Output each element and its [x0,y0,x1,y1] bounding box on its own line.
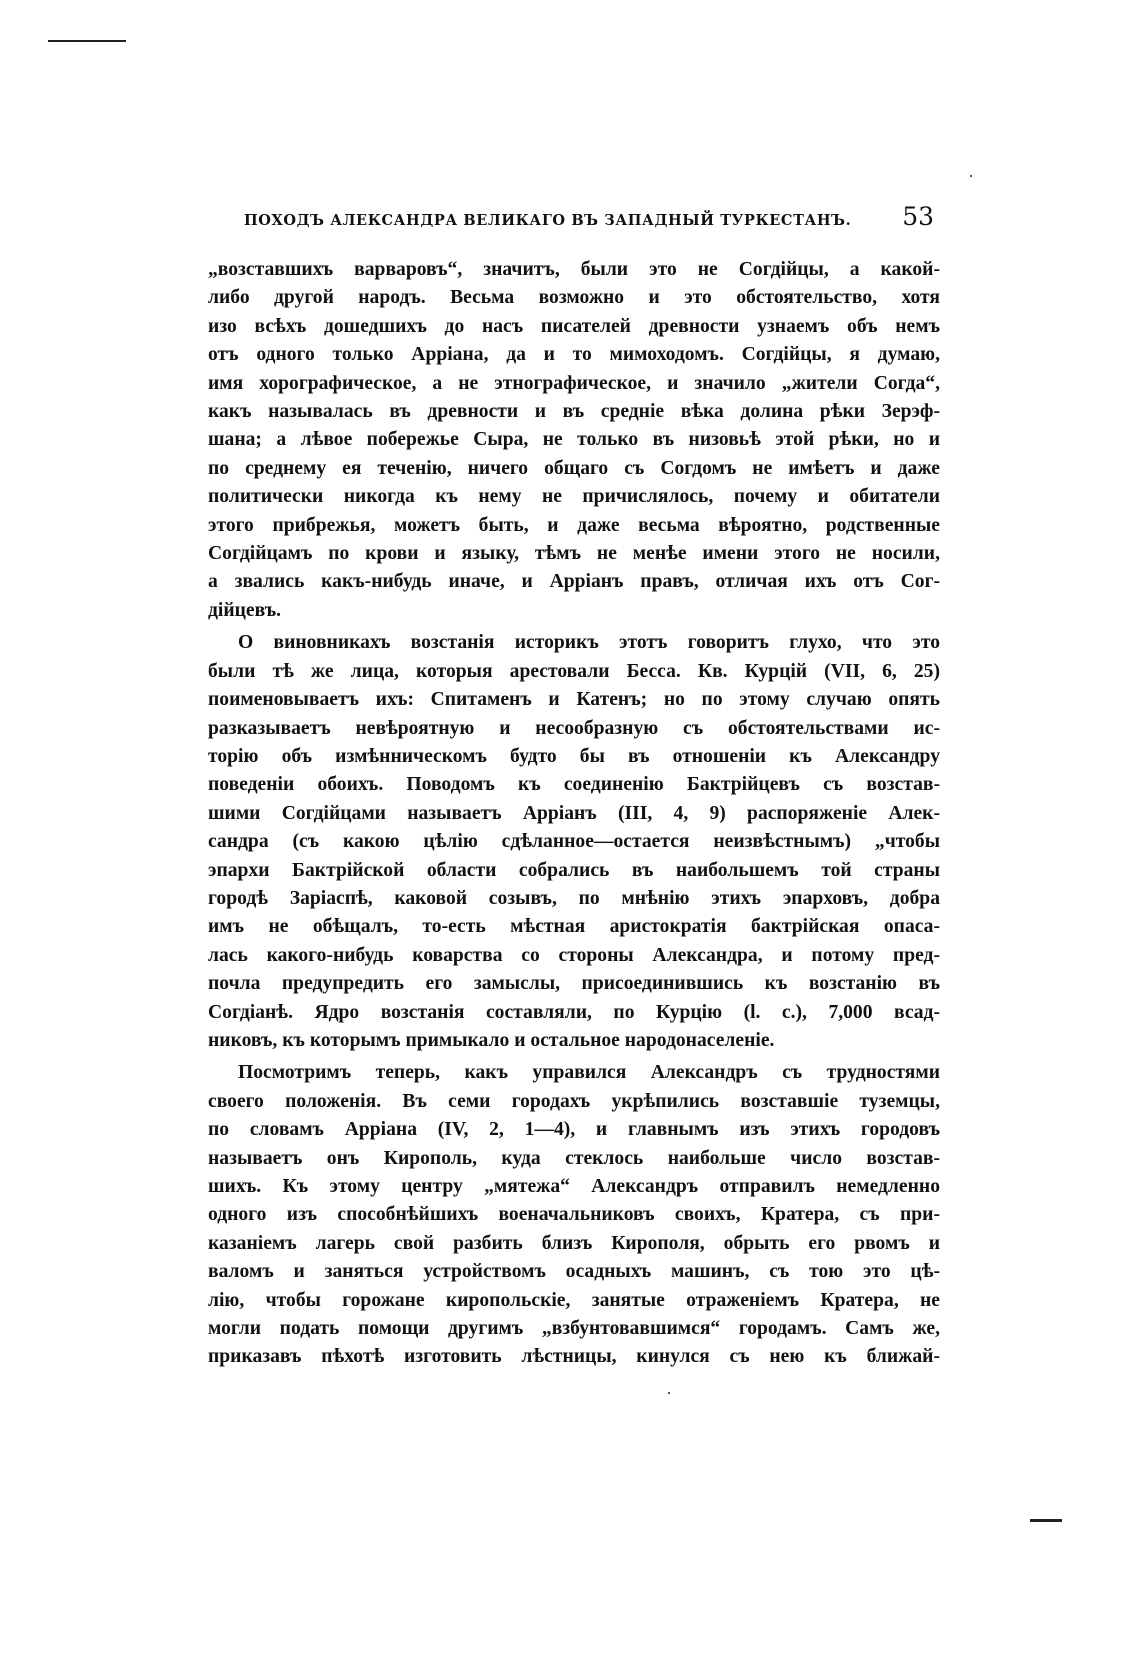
text-line: Согдіанѣ. Ядро возстанія составляли, по Курцію (l. c.), 7,000 всад- [208,1001,940,1023]
text-line: сандра (съ какою цѣлію сдѣланное—остается неизвѣстнымъ) „чтобы [208,831,940,853]
text-line: этого прибрежья, можетъ быть, и даже весьма вѣроятно, родственные [208,514,940,536]
text-line: политически никогда къ нему не причислялось, почему и обитатели [208,486,940,508]
text-line: казаніемъ лагерь свой разбить близъ Кирополя, обрыть его рвомъ и [208,1232,940,1254]
text-line: а звались какъ-нибудь иначе, и Арріанъ правъ, отличая ихъ отъ Сог- [208,571,940,593]
paragraph-2 [208,629,940,1055]
text-line: по среднему ея теченію, ничего общаго съ Согдомъ не имѣетъ и даже [208,457,940,479]
text-line: валомъ и заняться устройствомъ осадныхъ машинъ, съ тою это цѣ- [208,1261,940,1283]
paragraph-1 [208,256,940,625]
text-line: О виновникахъ возстанія историкъ этотъ говоритъ глухо, что это [238,632,940,654]
text-line: шихъ. Къ этому центру „мятежа“ Александръ отправилъ немедленно [208,1176,940,1197]
scan-speck [668,1392,670,1394]
text-line: могли подать помощи другимъ „взбунтовавшимся“ городамъ. Самъ же, [208,1318,940,1340]
text-line: Посмотримъ теперь, какъ управился Александръ съ трудностями [238,1062,940,1084]
text-line: имя хорографическое, а не этнографическое, и значило „жители Согда“, [208,372,940,394]
text-line: разказываетъ невѣроятную и несообразную съ обстоятельствами ис- [208,717,940,739]
running-title: ПОХОДЪ АЛЕКСАНДРА ВЕЛИКАГО ВЪ ЗАПАДНЫЙ ТУРКЕСТАНЪ. [244,212,852,229]
body-text [208,256,940,1372]
scan-edge-mark-bottom [1030,1519,1062,1522]
text-line: были тѣ же лица, которыя арестовали Бесса. Кв. Курцій (VII, 6, 25) [208,660,940,682]
text-line: шана; а лѣвое побережье Сыра, не только въ низовьѣ этой рѣки, но и [208,429,940,451]
text-line: поведеніи обоихъ. Поводомъ къ соединенію Бактрійцевъ съ возстав- [208,774,940,796]
text-line: торію объ измѣнническомъ будто бы въ отношеніи къ Александру [208,745,940,767]
text-line: городѣ Заріаспѣ, каковой созывъ, по мнѣнію этихъ эпарховъ, добра [208,887,940,909]
scan-speck [970,175,972,177]
paragraph-3 [208,1059,940,1371]
text-line: никовъ, къ которымъ примыкало и остальное народонаселеніе. [208,1029,775,1051]
text-line: какъ называлась въ древности и въ средніе вѣка долина рѣки Зерэф- [208,401,940,423]
text-line: приказавъ пѣхотѣ изготовить лѣстницы, кинулся съ нею къ ближай- [208,1346,940,1368]
text-line: „возставшихъ варваровъ“, значитъ, были это не Согдійцы, а какой- [208,259,940,280]
text-line: отъ одного только Арріана, да и то мимоходомъ. Согдійцы, я думаю, [208,344,940,366]
page-header [208,198,940,238]
text-line: называетъ онъ Кирополь, куда стеклось наибольше число возстав- [208,1147,940,1169]
text-line: эпархи Бактрійской области собрались въ наибольшемъ той страны [208,859,940,881]
text-line: лась какого-нибудь коварства со стороны Александра, и потому пред- [208,944,940,966]
text-line: своего положенія. Въ семи городахъ укрѣпились возставшіе туземцы, [208,1090,940,1112]
page-number: 53 [902,202,934,231]
text-line: лію, чтобы горожане киропольскіе, занятые отраженіемъ Кратера, не [208,1289,940,1311]
text-line: почла предупредить его замыслы, присоединившись къ возстанію въ [208,973,940,995]
text-line: либо другой народъ. Весьма возможно и это обстоятельство, хотя [208,287,940,309]
scan-edge-mark-top [48,40,126,42]
text-line: одного изъ способнѣйшихъ военачальниковъ своихъ, Кратера, съ при- [208,1204,940,1226]
text-line: дійцевъ. [208,599,282,621]
text-line: изо всѣхъ дошедшихъ до насъ писателей древности узнаемъ объ немъ [208,315,940,337]
text-line: шими Согдійцами называетъ Арріанъ (III, 4, 9) распоряженіе Алек- [208,802,940,824]
text-line: Согдійцамъ по крови и языку, тѣмъ не менѣе имени этого не носили, [208,543,940,565]
text-line: имъ не обѣщалъ, то-есть мѣстная аристократія бактрійская опаса- [208,916,940,938]
text-line: по словамъ Арріана (IV, 2, 1—4), и главнымъ изъ этихъ городовъ [208,1119,940,1141]
text-line: поименовываетъ ихъ: Спитаменъ и Катенъ; но по этому случаю опять [208,689,940,711]
book-page [208,198,940,1376]
